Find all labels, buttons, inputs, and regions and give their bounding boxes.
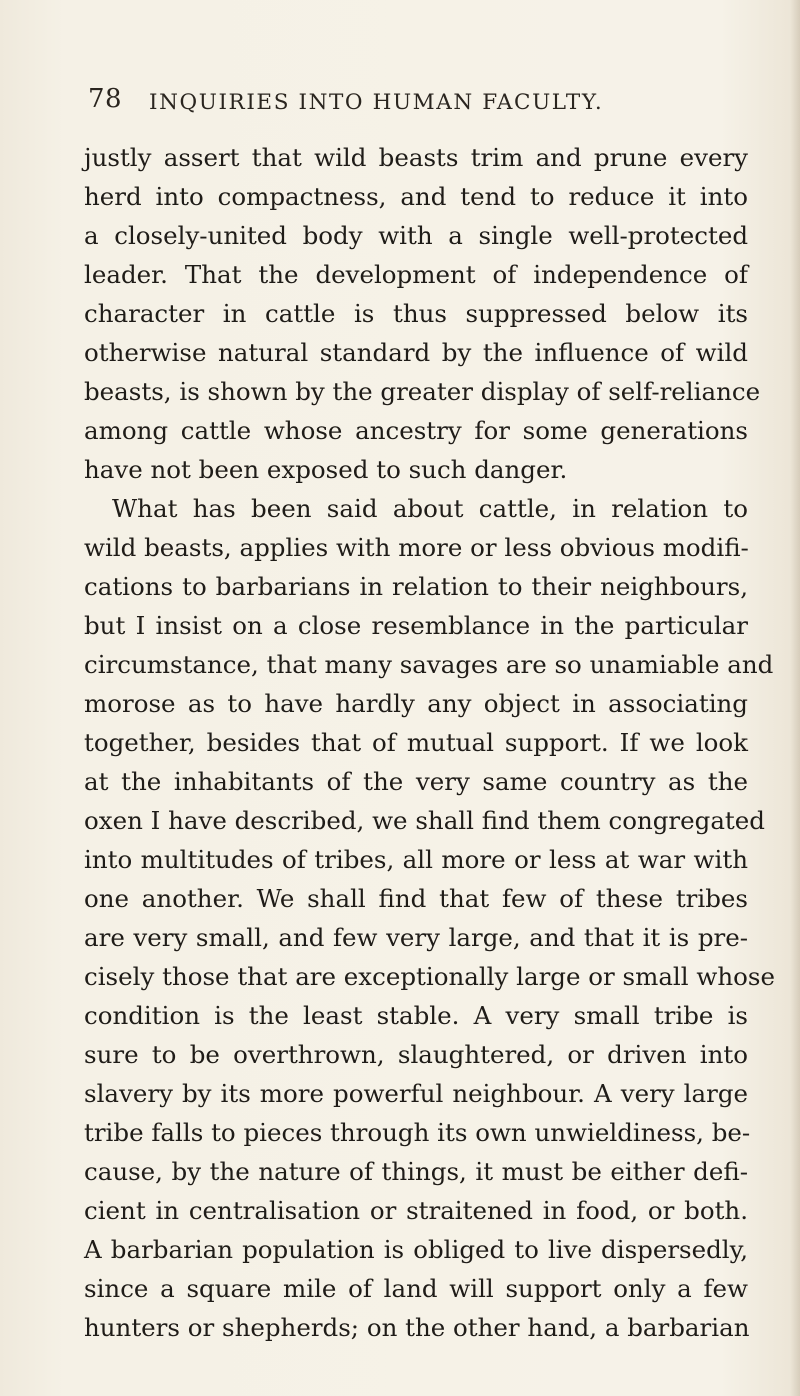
text-line: oxen I have described, we shall find them congregated [84,806,765,835]
text-line: cause, by the nature of things, it must be either defi- [84,1157,748,1186]
text-line: a closely-united body with a single well-protected [84,221,748,250]
text-line: one another. We shall find that few of these tribes [84,884,748,913]
text-line: since a square mile of land will support only a few [84,1274,748,1303]
text-line: into multitudes of tribes, all more or less at war with [84,845,748,874]
running-head: INQUIRIES INTO HUMAN FACULTY. [149,90,604,115]
text-line: at the inhabitants of the very same country as the [84,767,748,796]
text-line: are very small, and few very large, and that it is pre- [84,923,748,952]
text-line: but I insist on a close resemblance in the particular [84,611,748,640]
page-number: 78 [88,84,123,114]
text-line: condition is the least stable. A very small tribe is [84,1001,748,1030]
text-line: cations to barbarians in relation to their neighbours, [84,572,748,601]
text-line: beasts, is shown by the greater display of self-reliance [84,377,761,406]
text-line: circumstance, that many savages are so unamiable and [84,650,774,679]
page-edge-shadow [790,0,800,1396]
text-line: cient in centralisation or straitened in food, or both. [84,1196,748,1225]
text-line: otherwise natural standard by the influence of wild [84,338,748,367]
text-line: slavery by its more powerful neighbour. A very large [84,1079,748,1108]
text-line: A barbarian population is obliged to live dispersedly, [84,1235,748,1264]
text-line: tribe falls to pieces through its own unwieldiness, be- [84,1118,751,1147]
text-line: together, besides that of mutual support. If we look [84,728,748,757]
text-line: herd into compactness, and tend to reduce it into [84,182,748,211]
text-line: among cattle whose ancestry for some generations [84,416,748,445]
body-text [84,138,775,1347]
text-line: wild beasts, applies with more or less obvious modifi- [84,533,749,562]
text-line: leader. That the development of independence of [84,260,748,289]
text-line: morose as to have hardly any object in associating [84,689,748,718]
text-line: cisely those that are exceptionally large or small whose [84,962,775,991]
text-line: hunters or shepherds; on the other hand, a barbarian [84,1313,750,1342]
text-line: sure to be overthrown, slaughtered, or driven into [84,1040,748,1069]
text-line: character in cattle is thus suppressed below its [84,299,748,328]
text-line: What has been said about cattle, in relation to [112,494,748,523]
text-line: have not been exposed to such danger. [84,455,568,484]
page-header [0,84,800,124]
text-line: justly assert that wild beasts trim and prune every [84,143,748,172]
